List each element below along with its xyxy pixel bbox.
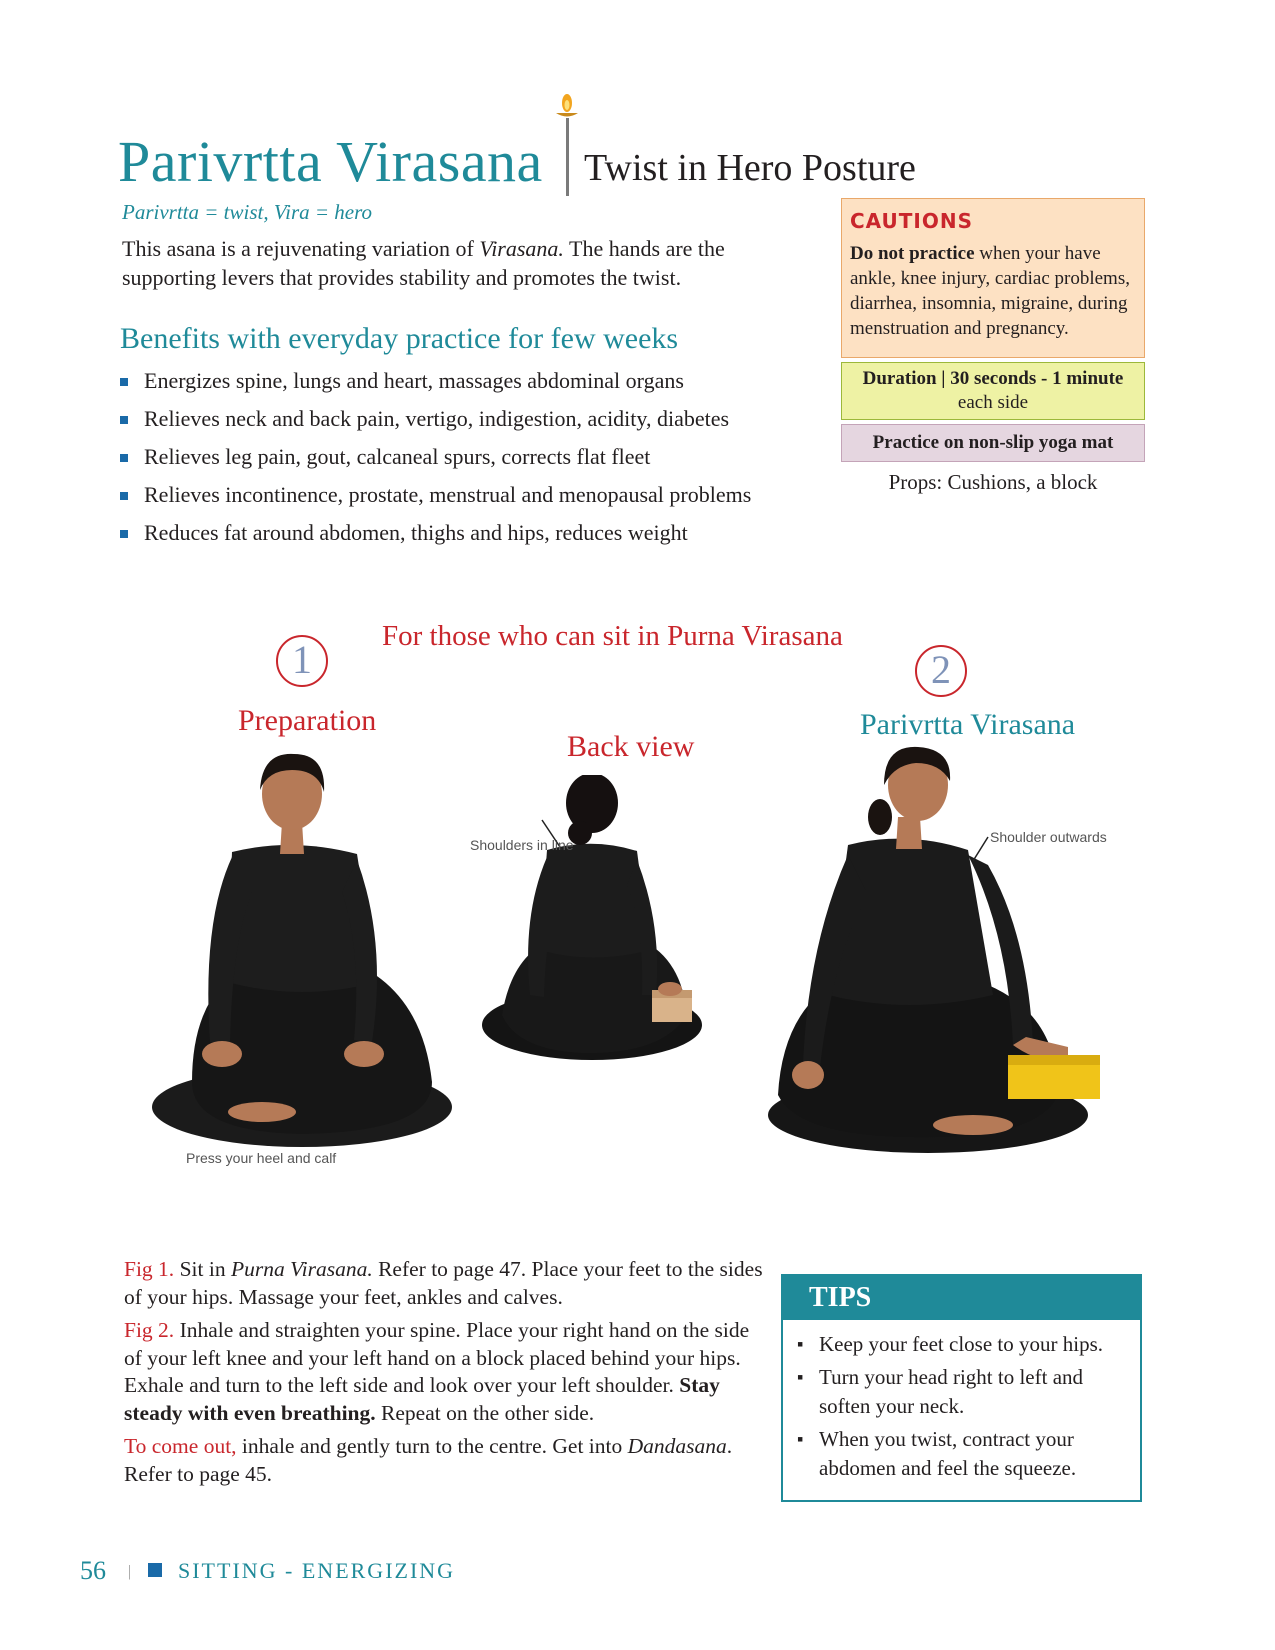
cautions-box xyxy=(841,198,1145,358)
list-item: ▪ Turn your head right to left and soften your neck. xyxy=(797,1363,1126,1421)
figures-heading: For those who can sit in Purna Virasana xyxy=(382,620,843,652)
list-item: Reduces fat around abdomen, thighs and hips, reduces weight xyxy=(120,519,800,547)
tips-heading: TIPS xyxy=(783,1276,1140,1320)
back-view-photo xyxy=(462,775,742,1075)
footer-separator: | xyxy=(128,1563,132,1580)
etymology: Parivrtta = twist, Vira = hero xyxy=(122,200,373,224)
props-text: Props: Cushions, a block xyxy=(888,470,1098,494)
tips-list xyxy=(783,1330,1140,1483)
list-item: Relieves incontinence, prostate, menstrual and menopausal problems xyxy=(120,481,800,509)
pose-photo xyxy=(758,745,1138,1157)
annotation-shoulder-out: Shoulder outwards xyxy=(990,829,1107,845)
come-out-instruction: To come out, inhale and gently turn to the centre. Get into Dandasana. Refer to page 45. xyxy=(124,1434,733,1486)
step-number-2: 2 xyxy=(915,645,967,697)
section-square-icon xyxy=(148,1563,162,1577)
instructions xyxy=(124,1256,764,1494)
fig1-instruction: Fig 1. Sit in Purna Virasana. Refer to page 47. Place your feet to the sides of your hips. Massage your feet, ankles and calves. xyxy=(124,1257,763,1309)
list-item: Relieves neck and back pain, vertigo, indigestion, acidity, diabetes xyxy=(120,405,800,433)
back-view-label: Back view xyxy=(567,730,695,763)
list-item: ▪ Keep your feet close to your hips. xyxy=(797,1330,1126,1359)
list-item: ▪ When you twist, contract your abdomen and feel the squeeze. xyxy=(797,1425,1126,1483)
preparation-photo xyxy=(132,742,452,1154)
duration-box: Duration | 30 seconds - 1 minute each side xyxy=(841,362,1145,420)
tips-box xyxy=(781,1274,1142,1502)
page-title: Parivrtta Virasana xyxy=(118,129,543,194)
list-item: Energizes spine, lungs and heart, massages abdominal organs xyxy=(120,367,800,395)
page-subtitle: Twist in Hero Posture xyxy=(584,147,916,189)
preparation-label: Preparation xyxy=(238,704,377,737)
fig2-instruction: Fig 2. Inhale and straighten your spine. Place your right hand on the side of your left knee and your left hand on a block placed behind your hips. Exhale and turn to the left side and look over your left shoulder. Stay steady with even breathing. Repeat on the other side. xyxy=(124,1318,750,1425)
intro-paragraph: This asana is a rejuvenating variation of Virasana. The hands are the supporting levers that provides stability and promotes the twist. xyxy=(122,236,725,290)
pose-label: Parivrtta Virasana xyxy=(860,708,1076,741)
cautions-heading: CAUTIONS xyxy=(850,209,974,233)
benefits-list xyxy=(120,367,800,557)
annotation-shoulders-line: Shoulders in line xyxy=(470,837,574,853)
benefits-heading: Benefits with everyday practice for few weeks xyxy=(120,322,679,355)
list-item: Relieves leg pain, gout, calcaneal spurs, corrects flat fleet xyxy=(120,443,800,471)
section-name: SITTING - ENERGIZING xyxy=(178,1558,456,1583)
page-number: 56 xyxy=(80,1556,106,1585)
cautions-text: Do not practice when your have ankle, knee injury, cardiac problems, diarrhea, insomnia, migraine, during menstruation and pregnancy. xyxy=(850,243,1130,339)
step-number-1: 1 xyxy=(276,635,328,687)
title-divider xyxy=(566,118,569,196)
mat-box: Practice on non-slip yoga mat xyxy=(841,424,1145,462)
annotation-heel: Press your heel and calf xyxy=(186,1150,337,1166)
